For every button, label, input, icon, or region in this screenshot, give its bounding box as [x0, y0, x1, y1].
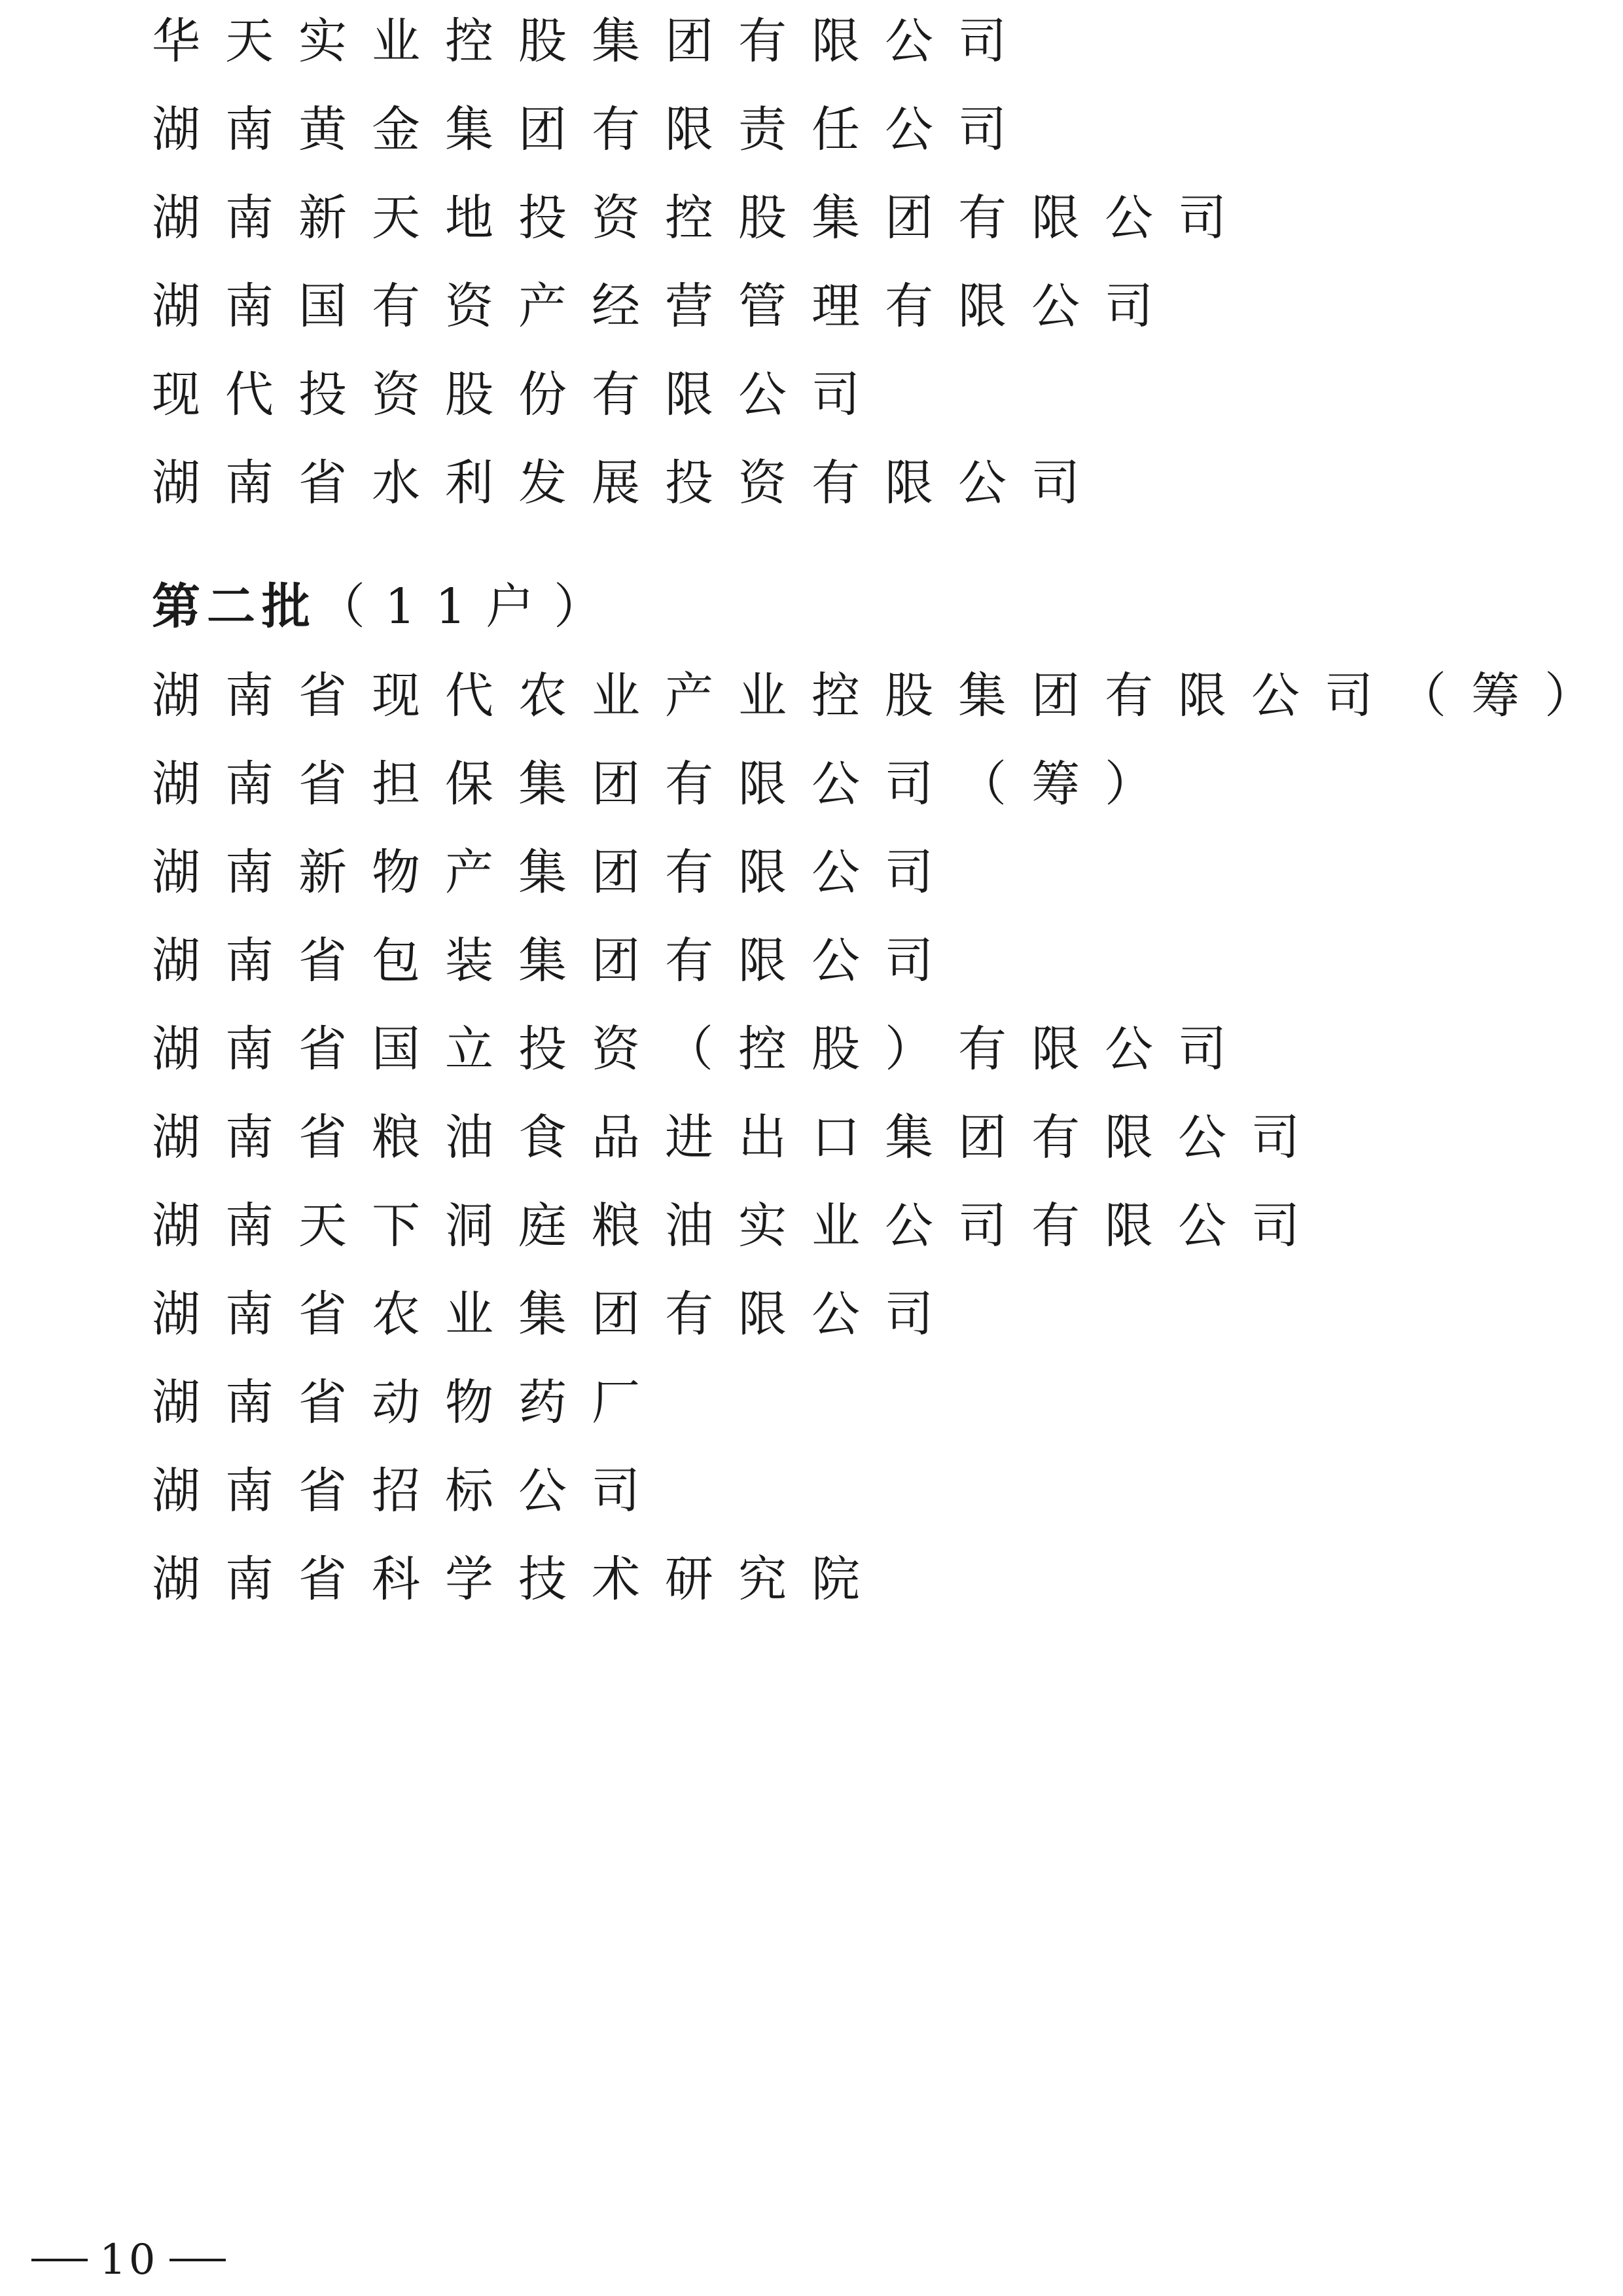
- company-line: 湖南省招标公司: [152, 1463, 665, 1519]
- company-line: 湖南黄金集团有限责任公司: [152, 101, 1031, 158]
- batch-count: （11户）: [317, 579, 622, 635]
- company-line: 现代投资股份有限公司: [152, 367, 885, 423]
- company-line: 湖南省担保集团有限公司（筹）: [152, 756, 1178, 812]
- page-footer: [31, 2237, 226, 2283]
- footer-dash-right: [169, 2259, 226, 2261]
- batch-heading: [152, 571, 622, 643]
- batch-title: 第二批: [152, 579, 317, 635]
- company-line: 湖南省现代农业产业控股集团有限公司（筹）: [152, 668, 1618, 724]
- company-line: 湖南省水利发展投资有限公司: [152, 455, 1105, 511]
- company-line: 湖南省包装集团有限公司: [152, 933, 958, 989]
- company-line: 湖南天下洞庭粮油实业公司有限公司: [152, 1198, 1325, 1254]
- company-line: 湖南省国立投资（控股）有限公司: [152, 1021, 1251, 1077]
- company-line: 湖南国有资产经营管理有限公司: [152, 278, 1178, 334]
- company-line: 湖南新天地投资控股集团有限公司: [152, 190, 1251, 246]
- page-number: 10: [99, 2236, 158, 2284]
- company-line: 湖南省动物药厂: [152, 1374, 665, 1431]
- company-line: 湖南新物产集团有限公司: [152, 844, 958, 901]
- footer-dash-left: [31, 2259, 88, 2261]
- company-line: 湖南省粮油食品进出口集团有限公司: [152, 1109, 1325, 1166]
- company-line: 湖南省科学技术研究院: [152, 1551, 885, 1607]
- company-line: 华天实业控股集团有限公司: [152, 13, 1031, 69]
- company-line: 湖南省农业集团有限公司: [152, 1286, 958, 1342]
